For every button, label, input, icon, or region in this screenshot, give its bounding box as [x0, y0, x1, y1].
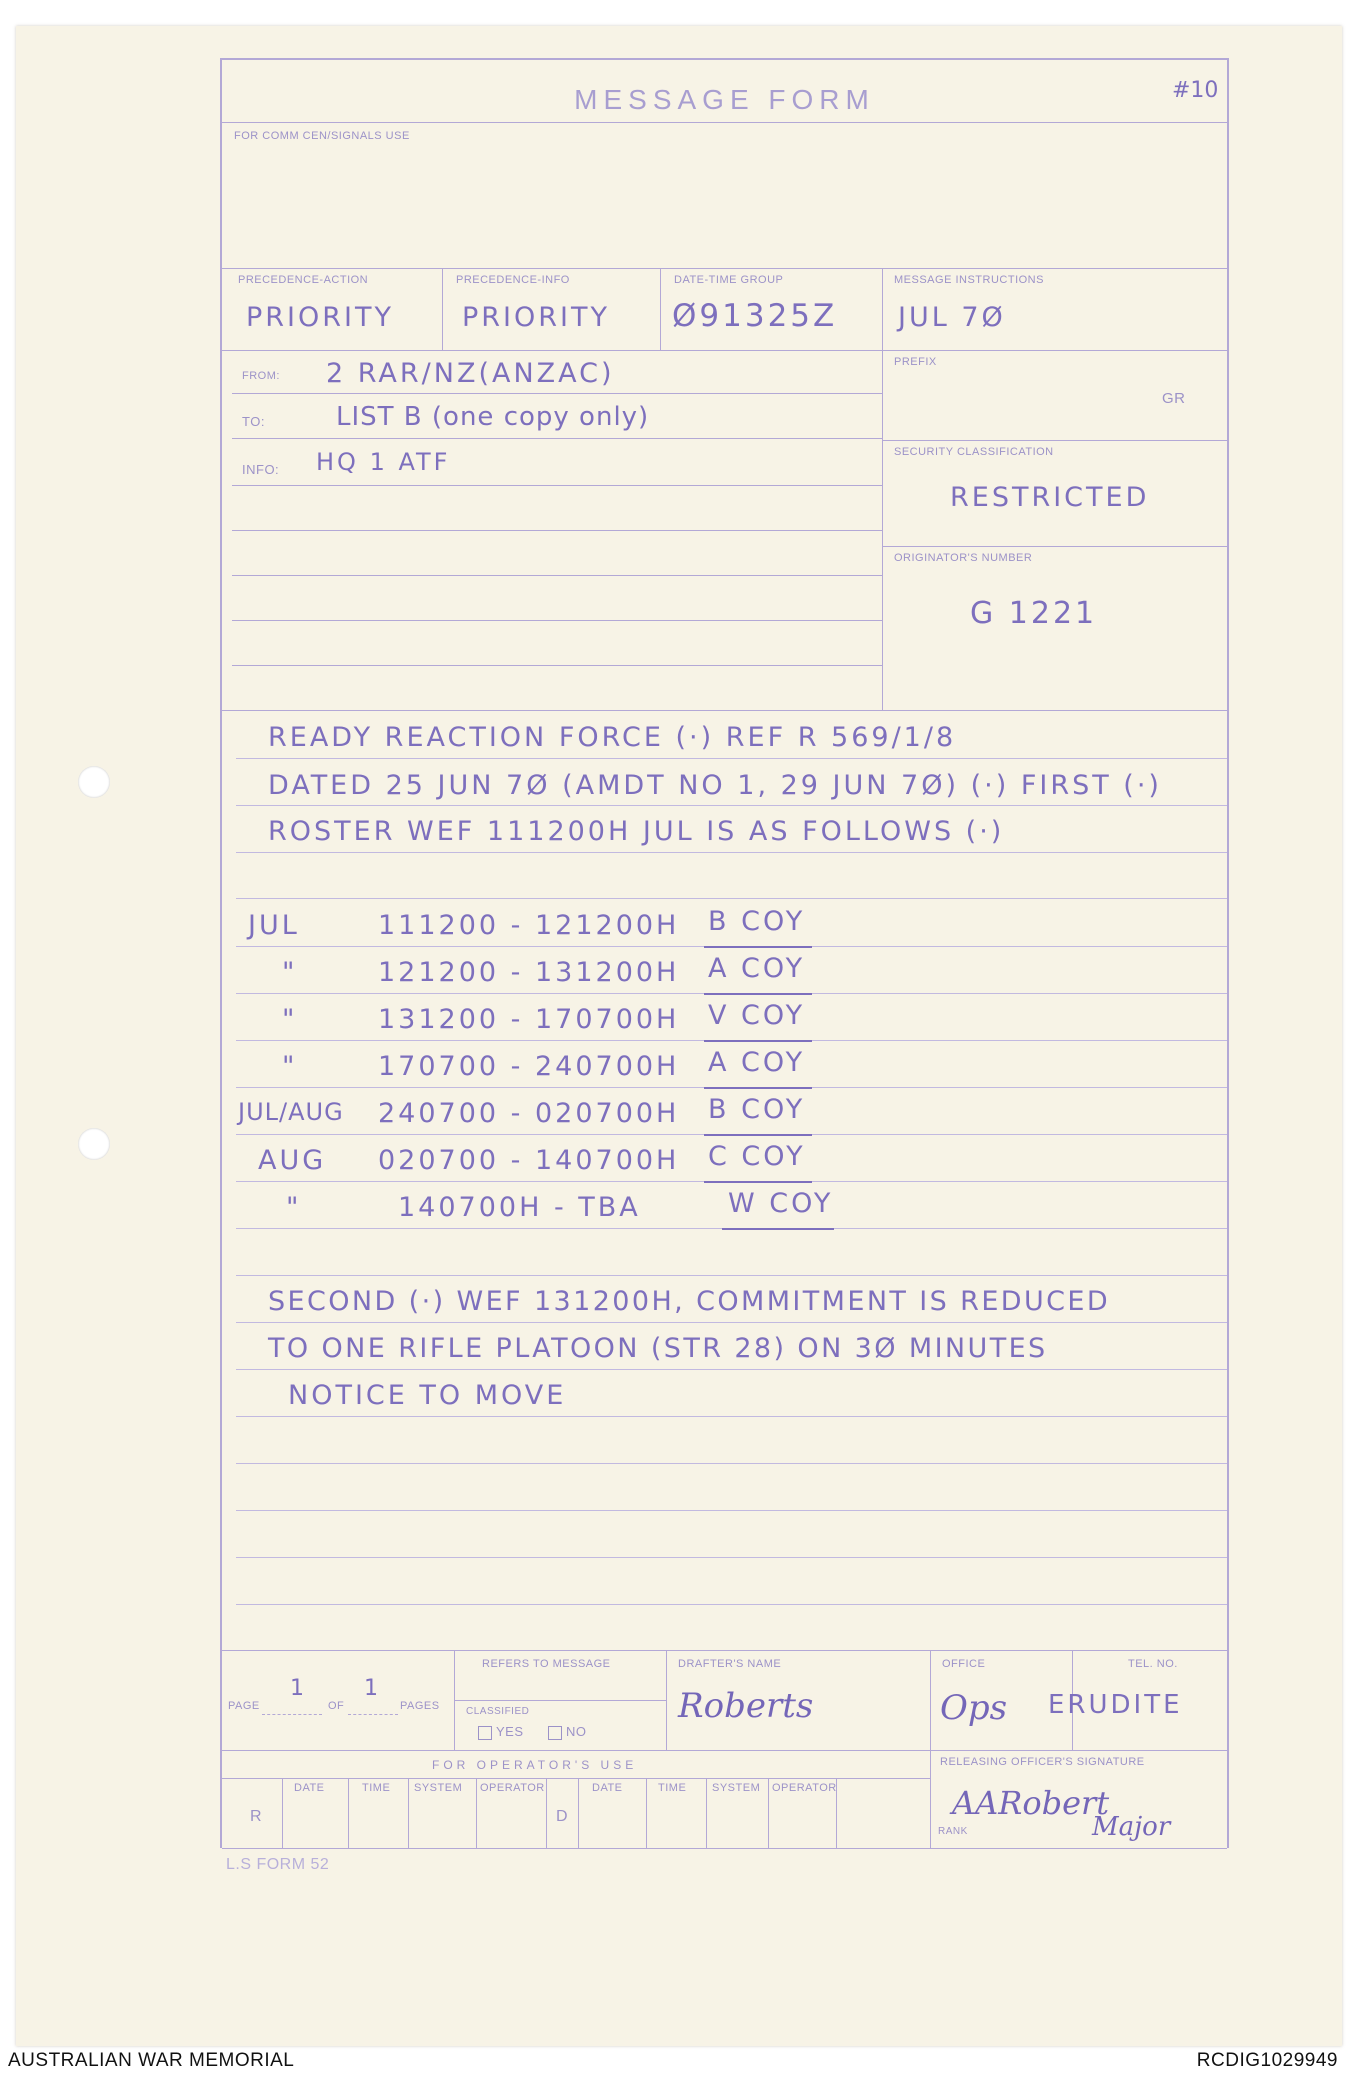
footer-source: AUSTRALIAN WAR MEMORIAL: [8, 2050, 295, 2071]
d-date-label: DATE: [592, 1782, 623, 1794]
message-line-2: DATED 25 JUN 7Ø (AMDT NO 1, 29 JUN 7Ø) (·) FIRST (·): [268, 770, 1162, 801]
roster-month: AUG: [258, 1145, 327, 1176]
roster-coy: B COY: [708, 1094, 806, 1125]
paper-sheet: [16, 26, 1342, 2046]
tel-label: TEL. NO.: [1128, 1658, 1178, 1670]
roster-period: 111200 - 121200H: [378, 910, 680, 941]
roster-month: JUL: [248, 910, 300, 941]
instructions-label: MESSAGE INSTRUCTIONS: [894, 274, 1044, 286]
r-system-label: SYSTEM: [414, 1782, 463, 1794]
roster-coy: B COY: [708, 906, 806, 937]
punch-hole-upper: [78, 766, 110, 798]
comm-cen-label: FOR COMM CEN/SIGNALS USE: [234, 130, 410, 142]
originator-value: G 1221: [970, 596, 1098, 631]
prefix-gr: GR: [1162, 390, 1186, 407]
roster-coy: V COY: [708, 1000, 806, 1031]
roster-month: ": [282, 1051, 298, 1082]
precedence-action-label: PRECEDENCE-ACTION: [238, 274, 369, 286]
precedence-action-value: PRIORITY: [246, 302, 394, 333]
classified-no: NO: [548, 1724, 587, 1740]
dtg-label: DATE-TIME GROUP: [674, 274, 784, 286]
punch-hole-lower: [78, 1128, 110, 1160]
refers-label: REFERS TO MESSAGE: [482, 1658, 611, 1670]
prefix-label: PREFIX: [894, 356, 937, 368]
form-number: L.S FORM 52: [226, 1856, 330, 1873]
d-operator-label: OPERATOR: [772, 1782, 837, 1794]
from-value: 2 RAR/NZ(ANZAC): [326, 358, 615, 389]
roster-month: ": [282, 1004, 298, 1035]
classified-yes: YES: [478, 1724, 524, 1740]
roster-month: JUL/AUG: [238, 1098, 344, 1126]
rank-label: RANK: [938, 1826, 968, 1837]
precedence-info-label: PRECEDENCE-INFO: [456, 274, 570, 286]
dtg-value: Ø91325Z: [672, 298, 838, 334]
drafter-value: Roberts: [678, 1686, 814, 1726]
pages-number: 1: [364, 1676, 381, 1701]
r-operator-label: OPERATOR: [480, 1782, 545, 1794]
classified-label: CLASSIFIED: [466, 1706, 530, 1717]
message-line-3: ROSTER WEF 111200H JUL IS AS FOLLOWS (·): [268, 816, 1005, 847]
releasing-label: RELEASING OFFICER'S SIGNATURE: [940, 1756, 1145, 1768]
dispatch-label: D: [556, 1808, 569, 1825]
security-value: RESTRICTED: [950, 482, 1150, 513]
tel-value: ERUDITE: [1048, 1690, 1183, 1720]
originator-label: ORIGINATOR'S NUMBER: [894, 552, 1033, 564]
roster-coy: A COY: [708, 1047, 806, 1078]
footer-id: RCDIG1029949: [1196, 2050, 1338, 2071]
d-system-label: SYSTEM: [712, 1782, 761, 1794]
r-date-label: DATE: [294, 1782, 325, 1794]
roster-period: 131200 - 170700H: [378, 1004, 680, 1035]
pages-label: PAGES: [400, 1700, 440, 1712]
info-label: INFO:: [242, 462, 280, 477]
message-form: [220, 58, 1229, 1873]
to-label: TO:: [242, 414, 265, 429]
roster-period: 121200 - 131200H: [378, 957, 680, 988]
roster-month: ": [286, 1192, 302, 1223]
rank-value: Major: [1092, 1812, 1171, 1842]
from-label: FROM:: [242, 370, 280, 382]
roster-coy: C COY: [708, 1141, 806, 1172]
receive-label: R: [250, 1808, 263, 1825]
office-value: Ops: [940, 1688, 1008, 1728]
page-mark: #10: [1172, 78, 1219, 103]
info-value: HQ 1 ATF: [316, 448, 451, 476]
of-label: OF: [328, 1700, 345, 1712]
office-label: OFFICE: [942, 1658, 986, 1670]
message-line-4: SECOND (·) WEF 131200H, COMMITMENT IS REDUCED: [268, 1286, 1111, 1317]
operator-use-label: FOR OPERATOR'S USE: [432, 1758, 638, 1772]
roster-period: 240700 - 020700H: [378, 1098, 680, 1129]
r-time-label: TIME: [362, 1782, 391, 1794]
roster-period: 170700 - 240700H: [378, 1051, 680, 1082]
roster-period: 020700 - 140700H: [378, 1145, 680, 1176]
page-label: PAGE: [228, 1700, 260, 1712]
releasing-signature: AARobert: [952, 1784, 1110, 1822]
roster-period: 140700H - TBA: [398, 1192, 641, 1223]
drafter-label: DRAFTER'S NAME: [678, 1658, 782, 1670]
message-line-1: READY REACTION FORCE (·) REF R 569/1/8: [268, 722, 957, 753]
security-label: SECURITY CLASSIFICATION: [894, 446, 1054, 458]
roster-coy: W COY: [728, 1188, 834, 1219]
instructions-value: JUL 7Ø: [898, 302, 1006, 333]
page-number: 1: [290, 1676, 307, 1701]
message-line-5: TO ONE RIFLE PLATOON (STR 28) ON 3Ø MINUTES: [268, 1333, 1048, 1364]
precedence-info-value: PRIORITY: [462, 302, 610, 333]
message-line-6: NOTICE TO MOVE: [288, 1380, 567, 1411]
roster-coy: A COY: [708, 953, 806, 984]
to-value: LIST B (one copy only): [336, 402, 650, 432]
d-time-label: TIME: [658, 1782, 687, 1794]
form-title: MESSAGE FORM: [574, 84, 875, 115]
roster-month: ": [282, 957, 298, 988]
